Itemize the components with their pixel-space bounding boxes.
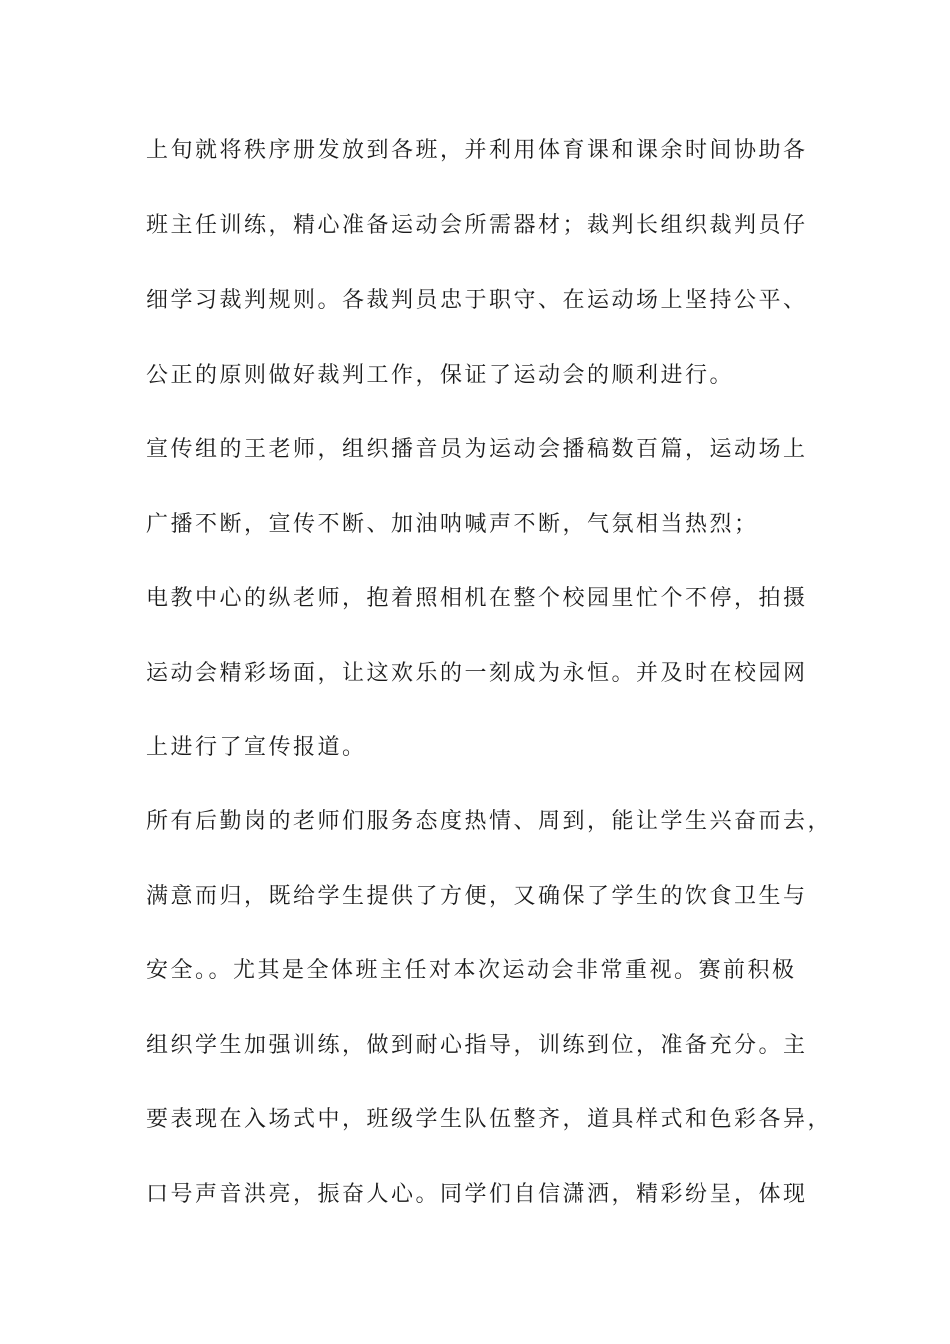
text-line: 组织学生加强训练，做到耐心指导，训练到位，准备充分。主 [146, 1033, 808, 1058]
text-line: 宣传组的王老师，组织播音员为运动会播稿数百篇，运动场上 [146, 437, 808, 462]
text-line: 所有后勤岗的老师们服务态度热情、周到，能让学生兴奋而去， [146, 809, 833, 834]
text-line: 广播不断，宣传不断、加油呐喊声不断，气氛相当热烈； [146, 512, 759, 537]
text-line: 班主任训练，精心准备运动会所需器材；裁判长组织裁判员仔 [146, 213, 808, 238]
text-line: 满意而归，既给学生提供了方便，又确保了学生的饮食卫生与 [146, 884, 808, 909]
text-line: 口号声音洪亮，振奋人心。同学们自信潇洒，精彩纷呈，体现 [146, 1182, 808, 1207]
text-line: 细学习裁判规则。各裁判员忠于职守、在运动场上坚持公平、 [146, 288, 808, 313]
text-line: 上进行了宣传报道。 [146, 735, 367, 760]
text-line: 要表现在入场式中，班级学生队伍整齐，道具样式和色彩各异， [146, 1107, 833, 1132]
text-line: 公正的原则做好裁判工作，保证了运动会的顺利进行。 [146, 363, 735, 388]
text-line: 安全。。尤其是全体班主任对本次运动会非常重视。赛前积极 [146, 958, 797, 983]
text-line: 上旬就将秩序册发放到各班，并利用体育课和课余时间协助各 [146, 138, 808, 163]
text-line: 运动会精彩场面，让这欢乐的一刻成为永恒。并及时在校园网 [146, 661, 808, 686]
text-line: 电教中心的纵老师，抱着照相机在整个校园里忙个不停，拍摄 [146, 586, 808, 611]
